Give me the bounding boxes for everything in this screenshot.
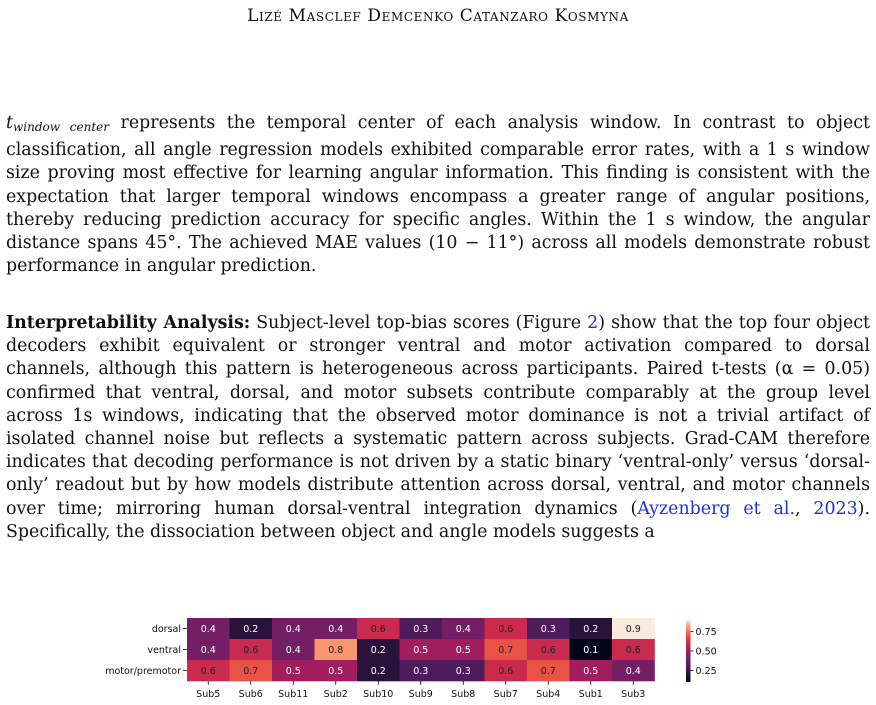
- column-label: Sub3: [621, 689, 646, 700]
- heatmap-cell-label: 0.3: [455, 666, 471, 677]
- column-label: Sub11: [278, 689, 309, 700]
- figure-ref-link[interactable]: 2: [587, 313, 599, 333]
- heatmap-cell-label: 0.6: [200, 666, 216, 677]
- heatmap-cell-label: 0.4: [200, 645, 216, 656]
- running-head: Lizé Masclef Demcenko Catanzaro Kosmyna: [247, 6, 629, 26]
- colorbar-tick-label: 0.50: [695, 646, 717, 658]
- math-subscript: window center: [13, 120, 110, 134]
- colorbar: [686, 620, 691, 682]
- heatmap-cell-label: 0.5: [413, 645, 429, 656]
- heatmap-cell-label: 0.3: [413, 666, 429, 677]
- paragraph2-text-c: ). Specifically, the dissociation between object and angle models suggests a: [6, 498, 870, 542]
- heatmap-cell-label: 0.6: [370, 624, 386, 635]
- heatmap-cell-label: 0.3: [540, 624, 556, 635]
- heatmap-cell-label: 0.1: [583, 645, 599, 656]
- heatmap-cell-label: 0.6: [540, 645, 556, 656]
- heatmap-cell-label: 0.6: [498, 624, 514, 635]
- column-label: Sub5: [196, 689, 221, 700]
- heatmap-cell-label: 0.5: [583, 666, 599, 677]
- heatmap-cell-label: 0.6: [243, 645, 259, 656]
- citation-year-link[interactable]: 2023: [813, 498, 858, 519]
- column-label: Sub4: [536, 689, 561, 700]
- heatmap-cell-label: 0.5: [455, 645, 471, 656]
- heatmap-cell-label: 0.5: [328, 666, 344, 677]
- colorbar-tick-label: 0.25: [695, 665, 717, 677]
- column-label: Sub7: [493, 689, 518, 700]
- column-label: Sub1: [578, 689, 603, 700]
- heatmap-cell-label: 0.2: [583, 624, 599, 635]
- heatmap-cell-label: 0.4: [200, 624, 216, 635]
- paragraph2-text-a: Subject-level top-bias scores (Figure: [250, 313, 588, 333]
- heatmap-cell-label: 0.6: [498, 666, 514, 677]
- heatmap-cell-label: 0.7: [540, 666, 556, 677]
- citation-separator: ,: [795, 498, 814, 519]
- paragraph-angle-regression: [6, 112, 870, 278]
- heatmap-cell-label: 0.2: [370, 666, 386, 677]
- math-variable-t: t: [6, 113, 13, 133]
- row-label: ventral: [147, 645, 181, 656]
- heatmap-figure: [0, 610, 876, 705]
- heatmap-cell-label: 0.9: [625, 624, 641, 635]
- paragraph2-text-b: ) show that the top four object decoders exhibit equivalent or stronger ventral and motor activation compared to dorsal channels, although this pattern is heterogeneous across participants. Paired t-tests (α = 0.05) confirmed that ventral, dorsal, and motor subsets contribute comparably at the group level across 1s windows, indicating that the observed motor dominance is not a trivial artifact of isolated channel noise but reflects a systematic pattern across subjects. Grad-CAM therefore indicates that decoding performance is not driven by a static binary ‘ventral-only’ versus ‘dorsal-only’ readout but by how models distribute attention across dorsal, ventral, and motor channels over time; mirroring human dorsal-ventral integration dynamics (: [6, 313, 870, 519]
- paragraph-heading: Interpretability Analysis:: [6, 313, 251, 333]
- heatmap-cell-label: 0.2: [243, 624, 259, 635]
- column-label: Sub8: [451, 689, 476, 700]
- heatmap-cell-label: 0.8: [328, 645, 344, 656]
- heatmap-cell-label: 0.7: [498, 645, 514, 656]
- row-label: motor/premotor: [105, 666, 181, 677]
- colorbar-tick-label: 0.75: [695, 627, 717, 639]
- paragraph-interpretability: [6, 312, 870, 544]
- row-label: dorsal: [151, 624, 181, 635]
- heatmap-cell-label: 0.4: [455, 624, 471, 635]
- citation-author-link[interactable]: Ayzenberg et al.: [637, 498, 795, 519]
- column-label: Sub10: [363, 689, 394, 700]
- heatmap-cell-label: 0.3: [413, 624, 429, 635]
- paragraph1-text: represents the temporal center of each analysis window. In contrast to object classification, all angle regression models exhibited comparable error rates, with a 1 s window size proving most effective for learning angular information. This finding is consistent with the expectation that larger temporal windows encompass a greater range of angular positions, thereby reducing prediction accuracy for specific angles. Within the 1 s window, the angular distance spans 45°. The achieved MAE values (10 − 11°) across all models demonstrate robust performance in angular prediction.: [6, 113, 870, 277]
- heatmap-chart: [0, 610, 876, 705]
- heatmap-cell-label: 0.4: [328, 624, 344, 635]
- column-label: Sub2: [323, 689, 348, 700]
- heatmap-cell-label: 0.5: [285, 666, 301, 677]
- column-label: Sub9: [408, 689, 433, 700]
- heatmap-cell-label: 0.7: [243, 666, 259, 677]
- heatmap-cell-label: 0.4: [285, 645, 301, 656]
- heatmap-cell-label: 0.6: [625, 645, 641, 656]
- heatmap-cell-label: 0.4: [285, 624, 301, 635]
- column-label: Sub6: [238, 689, 263, 700]
- heatmap-cell-label: 0.4: [625, 666, 641, 677]
- heatmap-cell-label: 0.2: [370, 645, 386, 656]
